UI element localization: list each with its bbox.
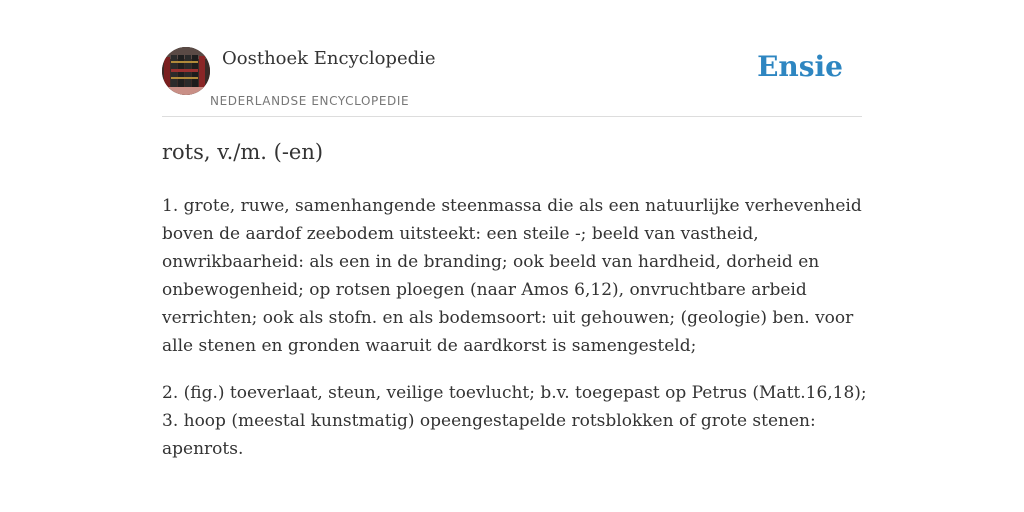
brand-logo[interactable]: Ensie xyxy=(757,50,843,83)
site-header xyxy=(162,46,862,117)
site-name[interactable]: Oosthoek Encyclopedie xyxy=(222,48,436,69)
site-subtitle: NEDERLANDSE ENCYCLOPEDIE xyxy=(210,94,410,108)
entry-title: rots, v./m. (-en) xyxy=(162,140,324,164)
definition-paragraph: 2. (fig.) toeverlaat, steun, veilige toevlucht; b.v. toegepast op Petrus (Matt.16,18); 3. hoop (meestal kunstmatig) opeengestapelde rotsblokken of grote stenen: apenrots. xyxy=(162,383,867,459)
definition-paragraph: 1. grote, ruwe, samenhangende steenmassa die als een natuurlijke verhevenheid boven de aardof zeebodem uitsteekt: een steile -; beeld van vastheid, onwrikbaarheid: als een in de branding; ook beeld van hardheid, dorheid en onbewogenheid; op rotsen ploegen (naar Amos 6,12), onvruchtbare arbeid verrichten; ook als stofn. en als bodemsoort: uit gehouwen; (geologie) ben. voor alle stenen en gronden waaruit de aardkorst is samengesteld; xyxy=(162,196,862,356)
book-spines-icon[interactable] xyxy=(162,47,210,95)
